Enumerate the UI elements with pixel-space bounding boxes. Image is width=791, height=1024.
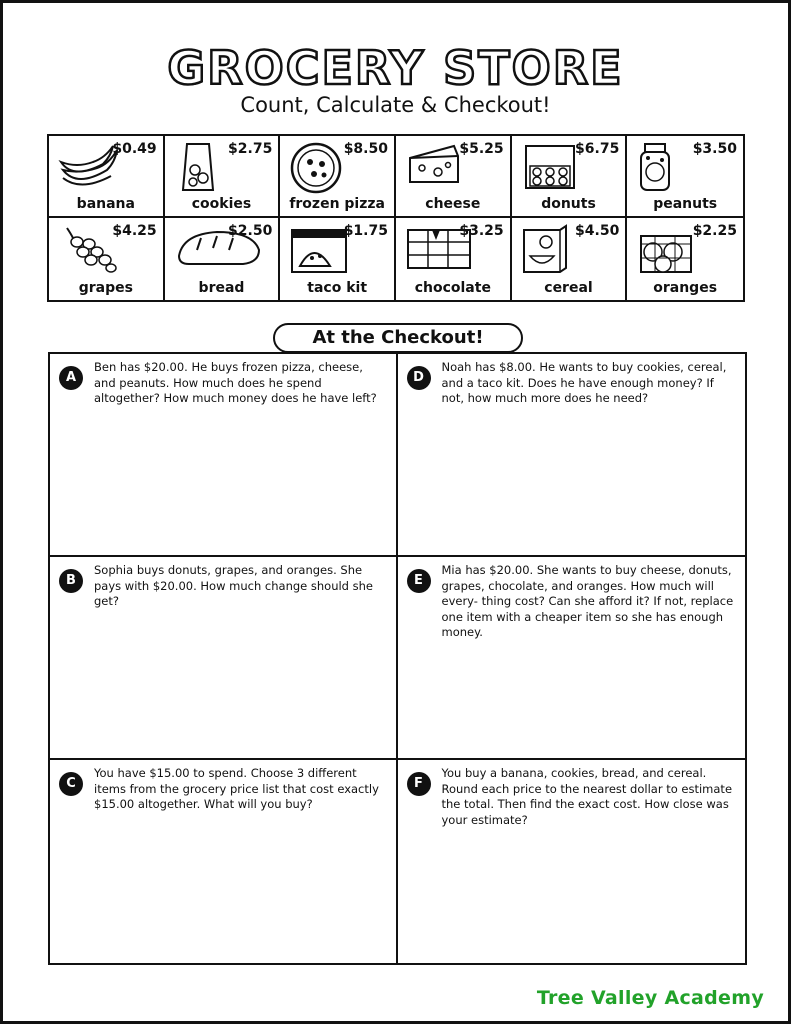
price-item-chocolate xyxy=(396,218,512,300)
price-item-cheese xyxy=(396,136,512,218)
price-item-donuts xyxy=(512,136,628,218)
price-item-cookies xyxy=(165,136,281,218)
problem-letter-badge: F xyxy=(407,772,431,796)
item-name: cheese xyxy=(425,196,481,212)
section-heading: At the Checkout! xyxy=(273,323,523,353)
price-item-frozen-pizza xyxy=(280,136,396,218)
item-price: $2.25 xyxy=(692,223,737,239)
price-item-grapes xyxy=(49,218,165,300)
problem-letter-badge: B xyxy=(59,569,83,593)
item-price: $2.50 xyxy=(228,223,273,239)
problem-text: You buy a banana, cookies, bread, and cereal. Round each price to the nearest dollar to estimate the total. Then find the exact cost. How close was your estimate? xyxy=(441,766,733,827)
problem-box-a[interactable] xyxy=(50,354,398,557)
problem-text: Noah has $8.00. He wants to buy cookies, cereal, and a taco kit. Does he have enough money? If not, how much more does he need? xyxy=(441,360,727,405)
item-price: $3.25 xyxy=(459,223,504,239)
item-price: $6.75 xyxy=(575,141,620,157)
item-price: $4.50 xyxy=(575,223,620,239)
item-price: $2.75 xyxy=(228,141,273,157)
cereal-box-icon xyxy=(520,222,570,276)
item-name: grapes xyxy=(78,280,133,296)
item-price: $1.75 xyxy=(343,223,388,239)
cookies-icon xyxy=(173,140,223,194)
price-item-cereal xyxy=(512,218,628,300)
pizza-icon xyxy=(288,140,344,194)
peanuts-jar-icon xyxy=(635,140,675,194)
item-name: bread xyxy=(198,280,245,296)
problem-box-d[interactable] xyxy=(398,354,746,557)
item-name: frozen pizza xyxy=(289,196,385,212)
problem-text: Sophia buys donuts, grapes, and oranges. She pays with $20.00. How much change should she get? xyxy=(94,563,373,608)
price-item-taco-kit xyxy=(280,218,396,300)
cheese-icon xyxy=(404,140,464,190)
item-name: cookies xyxy=(191,196,252,212)
price-item-banana xyxy=(49,136,165,218)
item-name: taco kit xyxy=(307,280,368,296)
price-item-bread xyxy=(165,218,281,300)
problem-box-b[interactable] xyxy=(50,557,398,760)
item-price: $3.50 xyxy=(692,141,737,157)
problem-text: You have $15.00 to spend. Choose 3 different items from the grocery price list that cost exactly $15.00 altogether. What will you buy? xyxy=(94,766,379,811)
problem-box-e[interactable] xyxy=(398,557,746,760)
page-subtitle: Count, Calculate & Checkout! xyxy=(240,93,551,117)
item-name: chocolate xyxy=(414,280,491,296)
problem-letter-badge: C xyxy=(59,772,83,796)
item-price: $4.25 xyxy=(112,223,157,239)
taco-kit-icon xyxy=(288,222,350,276)
page-title: GROCERY STORE xyxy=(167,41,624,95)
item-name: cereal xyxy=(544,280,593,296)
item-price: $0.49 xyxy=(112,141,157,157)
problem-text: Ben has $20.00. He buys frozen pizza, cheese, and peanuts. How much does he spend altogether? How much money does he have left? xyxy=(94,360,377,405)
problem-letter-badge: D xyxy=(407,366,431,390)
brand-logo-text: Tree Valley Academy xyxy=(536,987,764,1009)
problem-box-f[interactable] xyxy=(398,760,746,963)
item-name: banana xyxy=(76,196,135,212)
donuts-icon xyxy=(520,140,580,194)
problem-grid xyxy=(48,352,747,965)
price-item-peanuts xyxy=(627,136,743,218)
item-price: $5.25 xyxy=(459,141,504,157)
oranges-bag-icon xyxy=(635,222,697,276)
price-item-oranges xyxy=(627,218,743,300)
item-name: oranges xyxy=(653,280,718,296)
item-name: donuts xyxy=(541,196,596,212)
item-price: $8.50 xyxy=(343,141,388,157)
item-name: peanuts xyxy=(653,196,718,212)
problem-box-c[interactable] xyxy=(50,760,398,963)
problem-letter-badge: E xyxy=(407,569,431,593)
price-list xyxy=(47,134,745,302)
problem-text: Mia has $20.00. She wants to buy cheese, donuts, grapes, chocolate, and oranges. How much will every- thing cost? Can she afford it? If not, replace one item with a cheaper item so she has enough money. xyxy=(441,563,734,639)
problem-letter-badge: A xyxy=(59,366,83,390)
